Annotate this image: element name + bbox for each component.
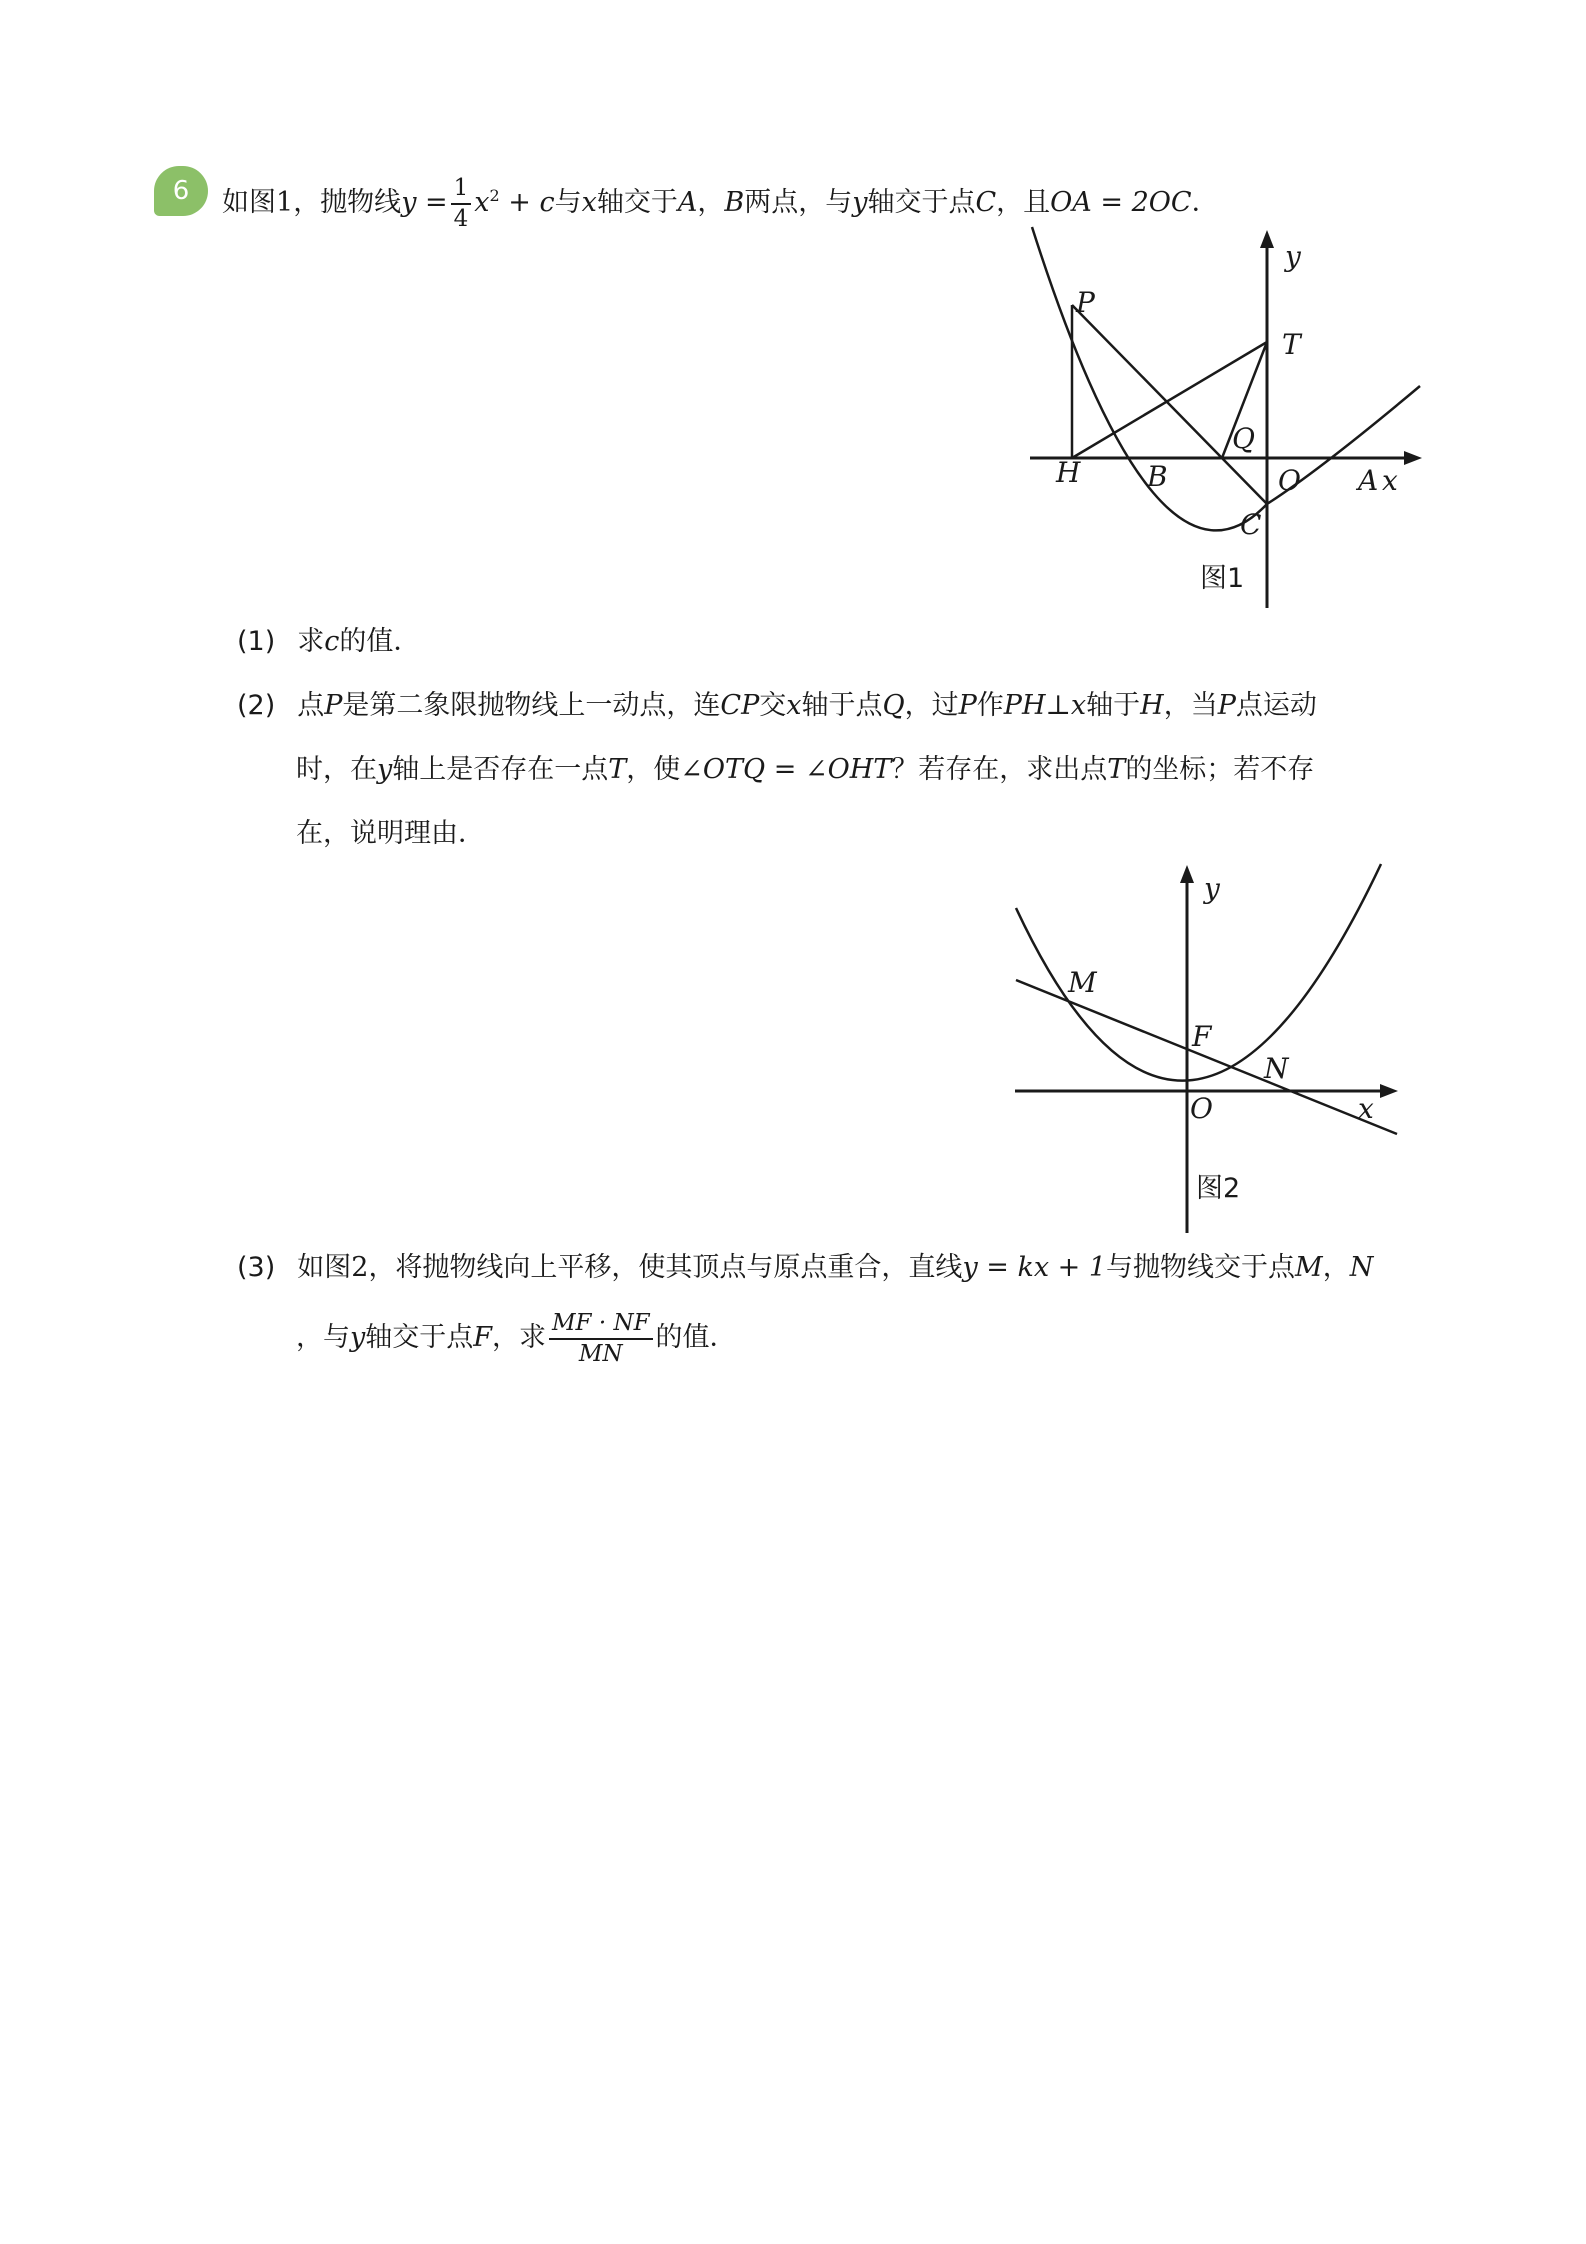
fig1-label-y: y [1285,240,1301,273]
fig1-label-Q: Q [1232,422,1255,455]
fig2-label-x: x [1358,1092,1374,1125]
part-2-line-3: 在，说明理由． [296,818,485,849]
fig1-label-C: C [1240,508,1262,541]
fraction-one-quarter: $\frac{1}{4}$ [451,177,472,231]
fig1-label-B: B [1147,460,1168,493]
fig2-label-O: O [1190,1092,1213,1125]
fig1-label-H: H [1056,456,1081,489]
fig1-label-T: T [1282,328,1301,361]
fig1-label-A: A [1358,464,1379,497]
part-2-line-2: 时，在y轴上是否存在一点T，使∠OTQ = ∠OHT？若存在，求出点T的坐标；若不存 [296,754,1315,785]
fig1-segment-PC [1072,305,1267,504]
part-2-line-1: (2) 点P是第二象限抛物线上一动点，连CP交x轴于点Q，过P作PH⊥x轴于H，当P点运动 [237,690,1317,721]
fig2-caption: 图2 [1196,1173,1241,1204]
part-3-line-2: ，与y轴交于点F，求 $\frac{MF \cdot NF}{MN}$ 的值． [296,1309,737,1367]
fig2-label-y: y [1204,872,1220,905]
problem-number-badge: 6 [154,166,208,216]
part-1: (1) 求c的值． [237,626,421,657]
fig1-caption: 图1 [1200,563,1245,594]
problem-intro: 如图1，抛物线y = $\frac{1}{4}$ $x^2 + c$与x轴交于A，B两点，与y轴交于点C，且OA = 2OC． [222,174,1219,232]
figure-1 [1015,225,1435,625]
part-2-number: (2) [237,690,276,721]
part-3-line-1: (3) 如图2，将抛物线向上平移，使其顶点与原点重合，直线y = kx + 1与抛物线交于点M，N [237,1252,1374,1283]
fig2-x-axis-arrow [1380,1084,1398,1098]
fig2-label-F: F [1192,1020,1212,1053]
figure-2 [1005,855,1415,1245]
fig2-label-M: M [1068,966,1097,999]
part-3-number: (3) [237,1252,276,1283]
fig1-label-P: P [1076,286,1095,319]
fig1-y-axis-arrow [1260,230,1274,248]
fig2-y-axis-arrow [1180,865,1194,883]
fraction-mf-nf-over-mn: $\frac{MF \cdot NF}{MN}$ [549,1312,653,1366]
fig1-x-axis-arrow [1404,451,1422,465]
part-1-number: (1) [237,626,276,657]
fig1-label-O: O [1278,464,1301,497]
fig2-label-N: N [1264,1052,1289,1085]
fig1-label-x: x [1382,464,1398,497]
